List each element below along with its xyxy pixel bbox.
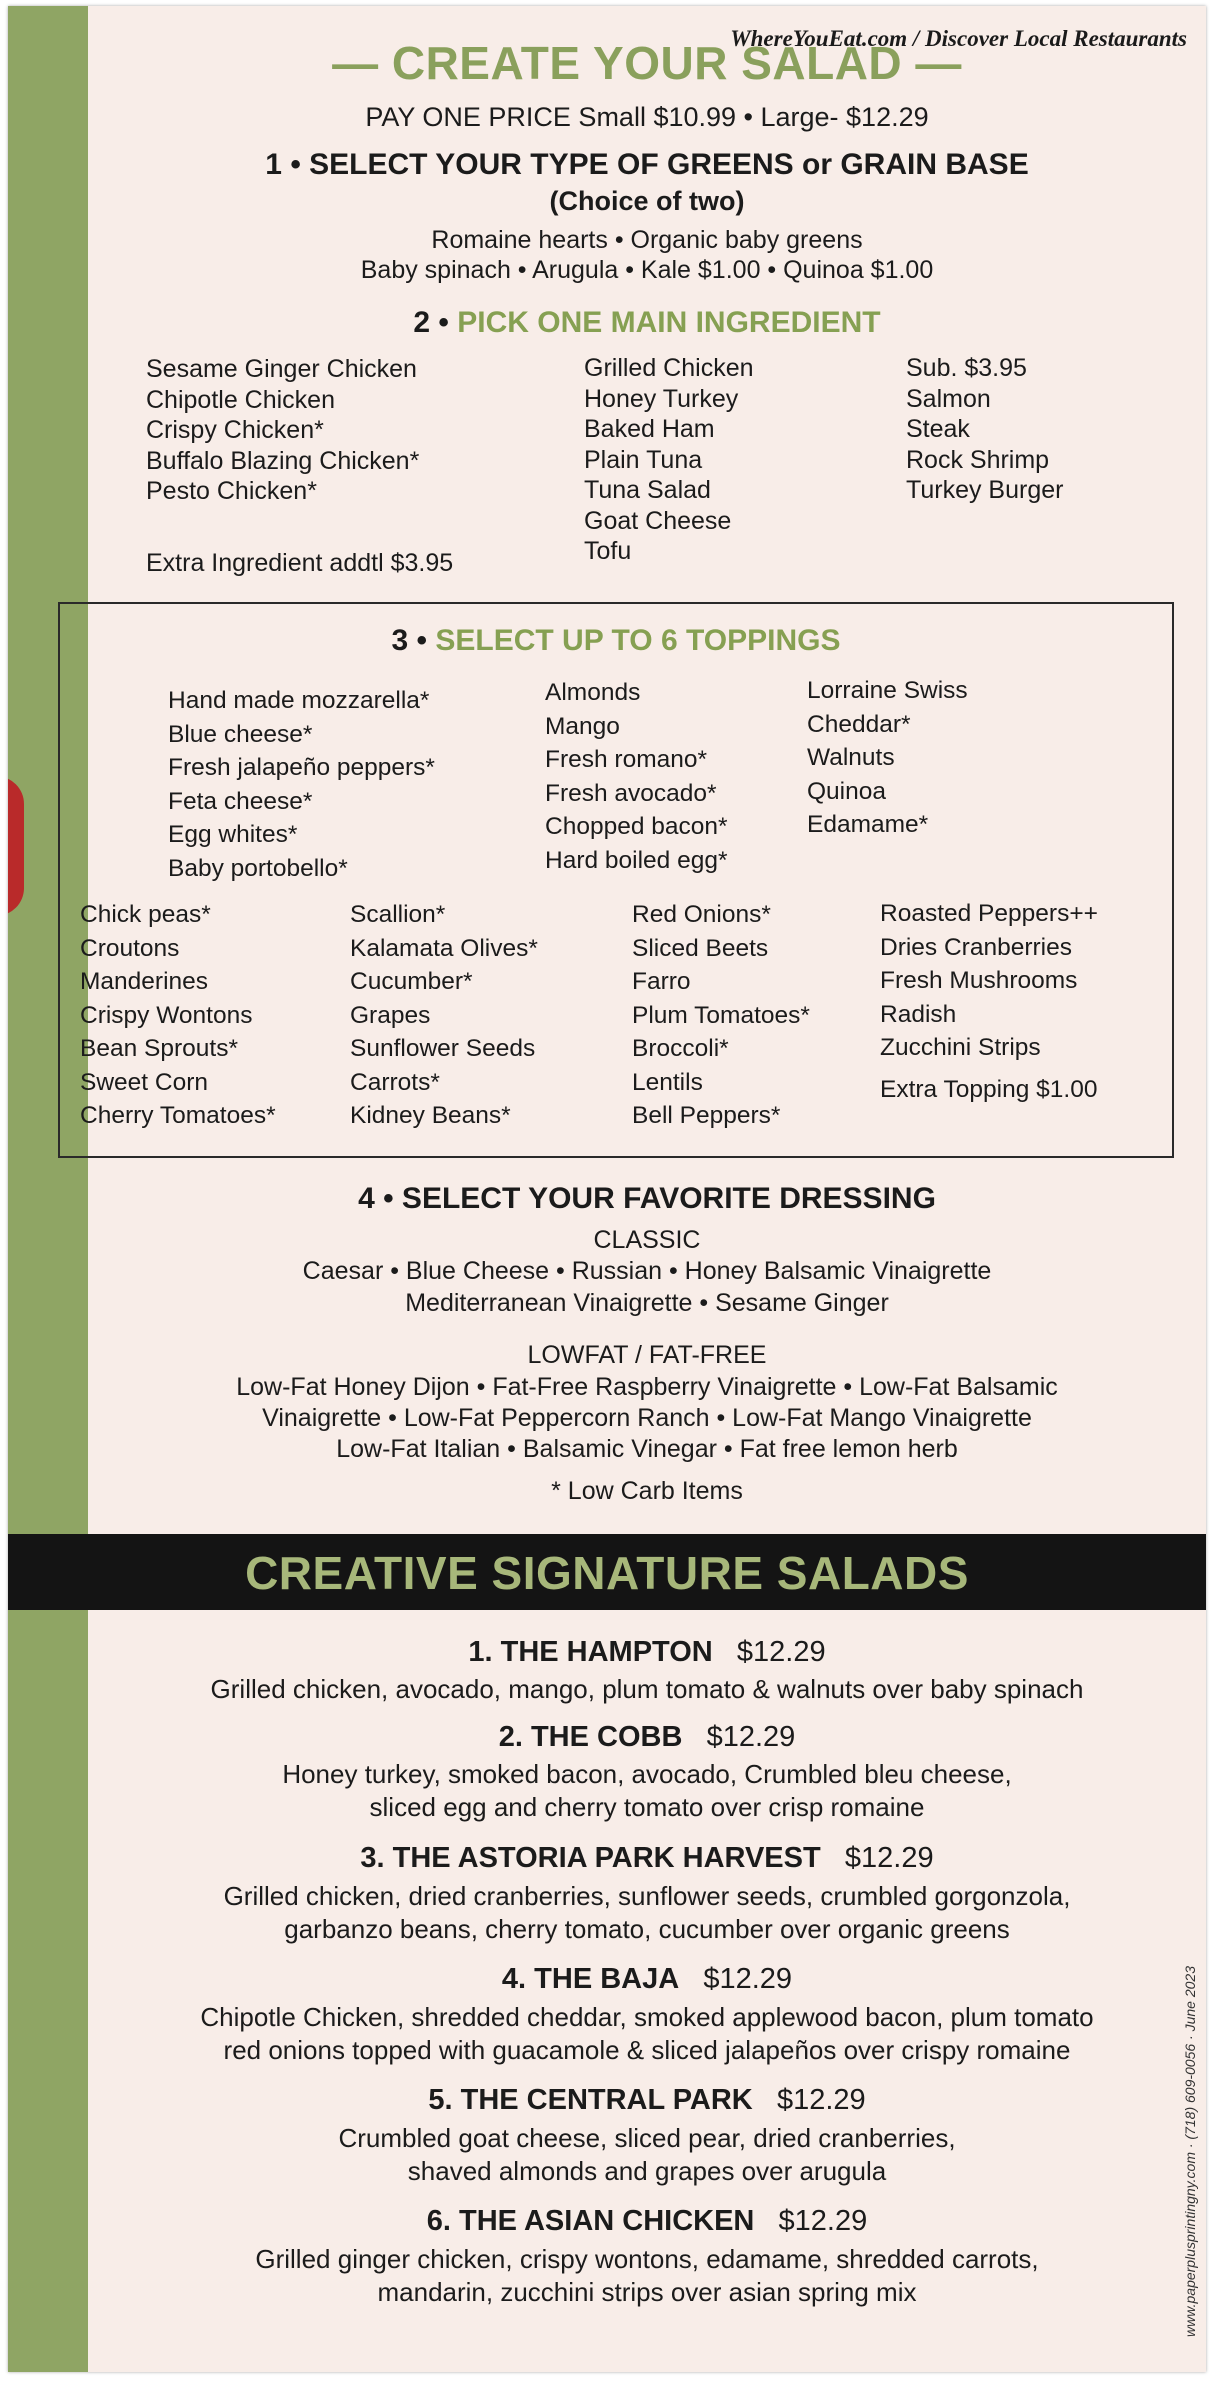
salad-1-heading — [88, 1636, 1206, 1669]
lowfat-label: LOWFAT / FAT-FREE — [527, 1341, 767, 1369]
list-item: Red Onions* — [632, 901, 771, 928]
list-item: Farro — [632, 968, 691, 995]
salad-1-desc: Grilled chicken, avocado, mango, plum tomato & walnuts over baby spinach — [210, 1674, 1084, 1704]
toppings-bottom-col3 — [632, 898, 810, 1133]
salad-5-desc-line2: shaved almonds and grapes over arugula — [407, 2156, 887, 2186]
list-item: Dries Cranberries — [880, 933, 1072, 961]
list-item: Scallion* — [350, 901, 446, 928]
list-item: Chick peas* — [80, 901, 211, 928]
list-item: Carrots* — [350, 1068, 440, 1096]
step2-heading-text: PICK ONE MAIN INGREDIENT — [457, 306, 881, 339]
list-item: Sesame Ginger Chicken — [146, 355, 417, 383]
list-item: Zucchini Strips — [880, 1034, 1041, 1061]
list-item: Plum Tomatoes* — [632, 1001, 810, 1029]
main-ingredient-col3 — [906, 353, 1063, 506]
salad-1-name: 1. THE HAMPTON — [468, 1636, 713, 1668]
salad-2-desc-line2: sliced egg and cherry tomato over crisp romaine — [369, 1792, 925, 1822]
step2-heading — [88, 306, 1206, 340]
site-watermark: WhereYouEat.com / Discover Local Restaurants — [730, 26, 1187, 51]
list-item: Goat Cheese — [584, 506, 732, 535]
classic-line1: Caesar • Blue Cheese • Russian • Honey Balsamic Vinaigrette — [302, 1257, 992, 1285]
salad-2-heading — [88, 1721, 1206, 1754]
list-item: Kidney Beans* — [350, 1102, 511, 1129]
price-line: PAY ONE PRICE Small $10.99 • Large- $12.29 — [365, 102, 929, 132]
list-item: Roasted Peppers++ — [880, 900, 1098, 927]
step1-line2: Baby spinach • Arugula • Kale $1.00 • Quinoa $1.00 — [360, 256, 934, 284]
step4-heading: 4 • SELECT YOUR FAVORITE DRESSING — [358, 1182, 936, 1215]
step2-number: 2 • — [413, 306, 449, 339]
list-item: Egg whites* — [168, 821, 298, 848]
salad-4-heading — [88, 1963, 1206, 1996]
list-item: Bell Peppers* — [632, 1102, 781, 1129]
list-item: Walnuts — [807, 744, 895, 771]
lowfat-line1: Low-Fat Honey Dijon • Fat-Free Raspberry Vinaigrette • Low-Fat Balsamic — [236, 1373, 1058, 1401]
salad-3-name: 3. THE ASTORIA PARK HARVEST — [360, 1842, 821, 1874]
lowfat-line3: Low-Fat Italian • Balsamic Vinegar • Fat free lemon herb — [336, 1435, 958, 1463]
classic-line2: Mediterranean Vinaigrette • Sesame Ginger — [405, 1289, 889, 1317]
list-item: Cheddar* — [807, 710, 911, 738]
list-item: Sunflower Seeds — [350, 1035, 536, 1062]
salad-1-price: $12.29 — [736, 1636, 826, 1668]
salad-3-desc-line1: Grilled chicken, dried cranberries, sunflower seeds, crumbled gorgonzola, — [223, 1881, 1071, 1911]
list-item: Sliced Beets — [632, 934, 769, 962]
salad-2-desc-line1: Honey turkey, smoked bacon, avocado, Crumbled bleu cheese, — [282, 1759, 1012, 1789]
list-item: Hand made mozzarella* — [168, 687, 430, 714]
list-item: Turkey Burger — [906, 476, 1064, 504]
classic-label: CLASSIC — [593, 1226, 701, 1254]
step3-number: 3 • — [391, 624, 428, 657]
signature-banner — [8, 1534, 1206, 1610]
list-item: Mango — [545, 712, 620, 740]
salad-3-price: $12.29 — [844, 1842, 934, 1874]
list-item: Fresh Mushrooms — [880, 967, 1078, 994]
toppings-bottom-col2 — [350, 898, 538, 1133]
step3-heading-text: SELECT UP TO 6 TOPPINGS — [435, 624, 841, 657]
left-green-strip — [8, 6, 88, 2372]
salad-6-heading — [88, 2205, 1206, 2238]
extra-topping-note: Extra Topping $1.00 — [880, 1075, 1098, 1103]
list-item: Buffalo Blazing Chicken* — [146, 446, 420, 475]
menu-content — [80, 6, 1206, 2372]
create-salad-title: — CREATE YOUR SALAD — — [332, 37, 962, 89]
salad-3-heading — [88, 1842, 1206, 1875]
menu-page — [8, 6, 1206, 2372]
list-item: Chipotle Chicken — [146, 385, 335, 414]
red-tab-decoration — [8, 776, 24, 916]
step1-line1: Romaine hearts • Organic baby greens — [431, 226, 863, 254]
list-item: Baby portobello* — [168, 854, 348, 882]
printer-credit: www.paperplusprintingny.com · (718) 609-0056 · June 2023 — [1182, 1966, 1198, 2337]
main-ingredient-col1 — [146, 354, 419, 507]
salad-4-name: 4. THE BAJA — [501, 1963, 680, 1995]
salad-2-name: 2. THE COBB — [498, 1721, 683, 1753]
list-item: Cucumber* — [350, 968, 473, 995]
list-item: Almonds — [545, 679, 641, 706]
salad-5-name: 5. THE CENTRAL PARK — [428, 2084, 753, 2116]
toppings-top-col3 — [807, 674, 968, 842]
lowfat-line2: Vinaigrette • Low-Fat Peppercorn Ranch • Low-Fat Mango Vinaigrette — [262, 1404, 1032, 1432]
list-item: Blue cheese* — [168, 720, 313, 748]
salad-5-price: $12.29 — [776, 2084, 866, 2116]
list-item: Fresh jalapeño peppers* — [168, 754, 435, 781]
list-item: Radish — [880, 1000, 957, 1028]
list-item: Croutons — [80, 934, 180, 962]
list-item: Fresh romano* — [545, 746, 708, 773]
list-item: Fresh avocado* — [545, 779, 717, 807]
list-item: Crispy Chicken* — [146, 416, 324, 444]
list-item: Kalamata Olives* — [350, 934, 538, 962]
list-item: Tuna Salad — [584, 476, 711, 504]
list-item: Grilled Chicken — [584, 354, 754, 382]
list-item: Quinoa — [807, 777, 887, 805]
list-item: Pesto Chicken* — [146, 477, 317, 505]
list-item: Steak — [906, 415, 970, 443]
salad-5-desc-line1: Crumbled goat cheese, sliced pear, dried cranberries, — [338, 2123, 956, 2153]
list-item: Manderines — [80, 968, 209, 995]
salad-5-heading — [88, 2084, 1206, 2117]
toppings-top-col2 — [545, 676, 728, 877]
list-item: Feta cheese* — [168, 787, 313, 815]
salad-2-price: $12.29 — [706, 1721, 796, 1753]
list-item: Broccoli* — [632, 1035, 729, 1062]
list-item: Edamame* — [807, 811, 929, 838]
step3-heading — [60, 624, 1172, 658]
list-item: Crispy Wontons — [80, 1001, 253, 1029]
toppings-box — [58, 602, 1174, 1158]
list-item: Grapes — [350, 1001, 431, 1029]
step1-heading: 1 • SELECT YOUR TYPE OF GREENS or GRAIN BASE — [265, 148, 1029, 181]
salad-4-price: $12.29 — [703, 1963, 793, 1995]
salad-6-desc-line2: mandarin, zucchini strips over asian spring mix — [377, 2277, 917, 2307]
salad-4-desc-line1: Chipotle Chicken, shredded cheddar, smoked applewood bacon, plum tomato — [200, 2002, 1094, 2032]
toppings-bottom-col4 — [880, 897, 1098, 1106]
list-item: Plain Tuna — [584, 445, 703, 474]
list-item: Tofu — [584, 537, 632, 565]
list-item: Sub. $3.95 — [906, 354, 1027, 382]
list-item: Bean Sprouts* — [80, 1035, 238, 1062]
list-item: Lorraine Swiss — [807, 677, 968, 704]
list-item: Baked Ham — [584, 415, 715, 443]
toppings-top-col1 — [168, 684, 435, 885]
salad-4-desc-line2: red onions topped with guacamole & sliced jalapeños over crispy romaine — [223, 2035, 1071, 2065]
low-carb-note: * Low Carb Items — [551, 1477, 743, 1505]
list-item: Hard boiled egg* — [545, 846, 728, 874]
step1-subheading: (Choice of two) — [549, 186, 745, 216]
list-item: Honey Turkey — [584, 384, 739, 413]
signature-title: CREATIVE SIGNATURE SALADS — [245, 1547, 969, 1599]
salad-6-price: $12.29 — [778, 2205, 868, 2237]
list-item: Salmon — [906, 384, 991, 413]
list-item: Rock Shrimp — [906, 445, 1050, 474]
salad-6-name: 6. THE ASIAN CHICKEN — [426, 2205, 755, 2237]
salad-6-desc-line1: Grilled ginger chicken, crispy wontons, edamame, shredded carrots, — [255, 2244, 1039, 2274]
extra-ingredient-note: Extra Ingredient addtl $3.95 — [146, 549, 454, 577]
main-ingredient-col2 — [584, 353, 754, 567]
list-item: Lentils — [632, 1068, 703, 1096]
list-item: Cherry Tomatoes* — [80, 1102, 276, 1129]
toppings-bottom-col1 — [80, 898, 276, 1133]
list-item: Chopped bacon* — [545, 813, 728, 840]
list-item: Sweet Corn — [80, 1068, 209, 1096]
salad-3-desc-line2: garbanzo beans, cherry tomato, cucumber over organic greens — [284, 1914, 1010, 1944]
